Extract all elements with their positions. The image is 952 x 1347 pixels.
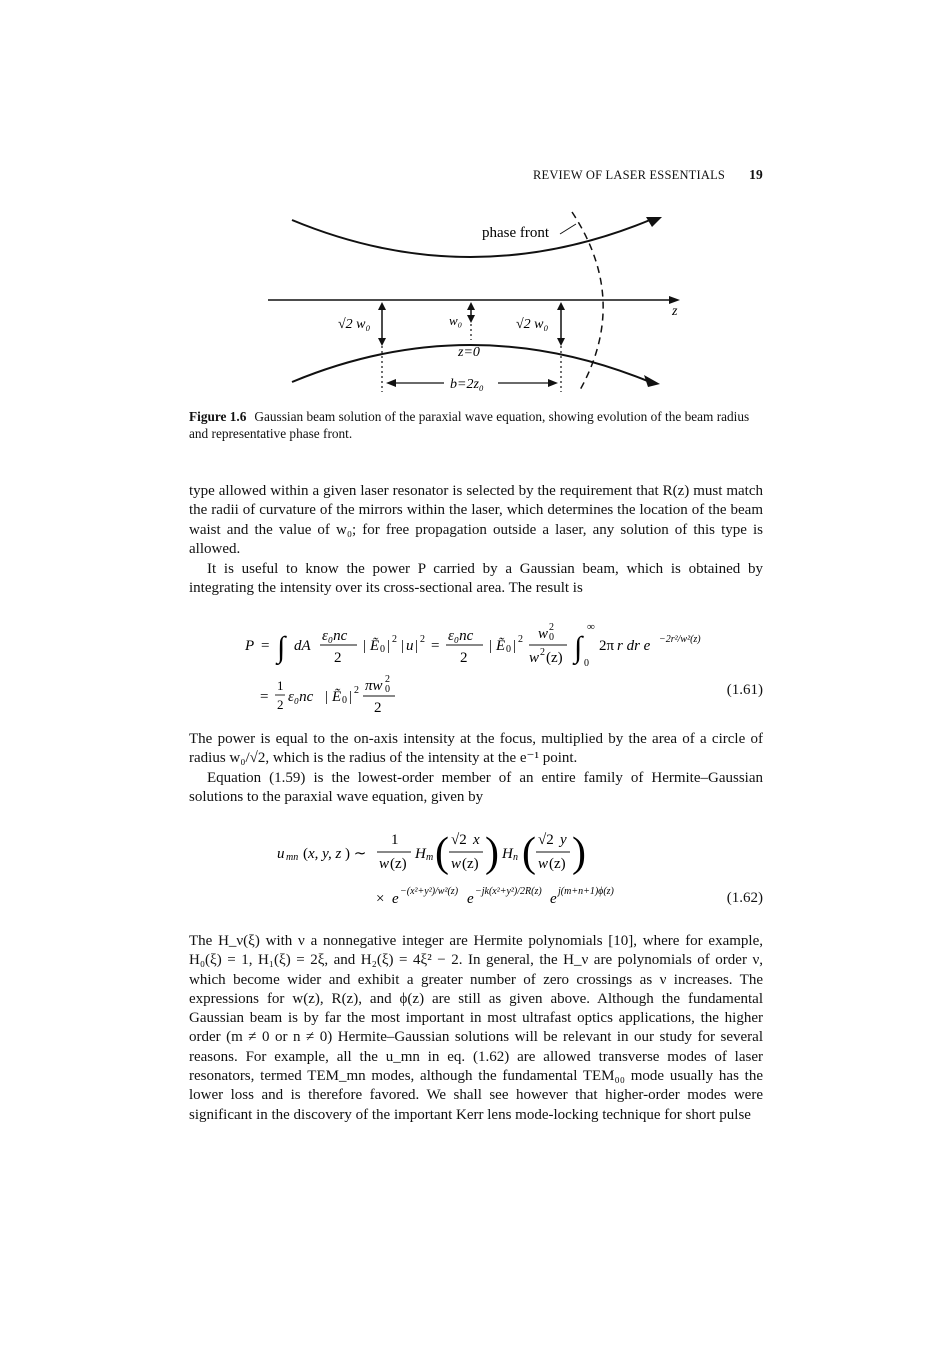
svg-text:|: |: [401, 638, 405, 654]
label-sqrt2-w0-right: √2 w₀: [516, 317, 549, 332]
svg-text:ε₀nc: ε₀nc: [448, 628, 474, 644]
waist-arrowhead-up: [467, 302, 475, 310]
svg-text:−(x²+y²)/w²(z): −(x²+y²)/w²(z): [400, 886, 459, 897]
paragraph-1: type allowed within a given laser resonator is selected by the requirement that R(z) must match the radii of curvature of the mirrors within the laser, which determines the location of the beam waist and the value of w₀; for free propagation outside a laser, any solution of this type is allowed.: [189, 483, 763, 557]
svg-text:y: y: [560, 832, 567, 848]
svg-text:×: ×: [376, 891, 385, 907]
svg-text:x: x: [473, 832, 480, 848]
svg-text:2: 2: [540, 647, 545, 658]
lower-arrowhead: [644, 375, 660, 387]
left-radius-arrowhead-down: [378, 338, 386, 346]
svg-text:=: =: [261, 638, 270, 654]
svg-text:√2: √2: [538, 832, 554, 848]
svg-text:H: H: [415, 846, 426, 862]
svg-text:(: (: [303, 846, 308, 862]
upper-beam-envelope: [292, 220, 650, 257]
svg-text:w: w: [538, 856, 549, 872]
svg-text:(: (: [522, 830, 536, 876]
svg-text:|: |: [489, 638, 493, 654]
svg-text:Ẽ: Ẽ: [496, 638, 506, 654]
svg-text:u: u: [277, 846, 285, 862]
svg-text:Ẽ: Ẽ: [332, 689, 342, 705]
svg-text:2: 2: [518, 634, 523, 645]
svg-text:e: e: [550, 891, 557, 907]
svg-text:∫: ∫: [277, 631, 286, 664]
svg-text:(z): (z): [462, 856, 479, 872]
svg-text:r dr e: r dr e: [617, 638, 651, 654]
svg-text:πw: πw: [365, 678, 383, 694]
svg-text:2π: 2π: [599, 638, 615, 654]
svg-text:|: |: [349, 689, 353, 705]
svg-text:H: H: [502, 846, 513, 862]
label-sqrt2-w0-left: √2 w₀: [338, 317, 371, 332]
svg-text:w: w: [529, 650, 540, 666]
svg-text:ε₀nc: ε₀nc: [288, 689, 314, 705]
svg-text:mn: mn: [286, 852, 299, 863]
phase-front-label: phase front: [482, 225, 550, 241]
svg-text:2: 2: [420, 634, 425, 645]
confocal-arrowhead-right: [548, 379, 558, 387]
svg-text:2: 2: [374, 700, 382, 716]
svg-text:(z): (z): [390, 856, 407, 872]
equation-1-62: [189, 822, 763, 917]
svg-text:): ): [485, 830, 499, 876]
svg-text:2: 2: [460, 650, 468, 666]
paragraph-5: The H_ν(ξ) with ν a nonnegative integer are Hermite polynomials [10], where for example, H₀(ξ) = 1, H₁(ξ) = 2ξ, and H₂(ξ) = 4ξ² − 2. In general, the H_ν are polynomials of order ν, which become wider and exhibit a greater number of zero crossings as ν increases. The expressions for w(z), R(z), and ϕ(z) are still as given above. Although the fundamental Gaussian beam is by far the most important in most ultrafast optics applications, the higher order (m ≠ 0 or n ≠ 0) Hermite–Gaussian solutions will be relevant in our study for several reasons. For example, all the u_mn in eq. (1.62) are allowed transverse modes of laser resonators, termed TEM_mn modes, although the fundamental TEM₀₀ mode usually has the lower loss and is therefore favored. We shall see however that higher-order modes were significant in the discovery of the important Kerr lens mode-locking technique for short pulse: [189, 933, 763, 1123]
svg-text:2: 2: [549, 622, 554, 633]
svg-text:(z): (z): [546, 650, 563, 666]
svg-text:2: 2: [277, 697, 284, 712]
svg-text:e: e: [467, 891, 474, 907]
svg-text:): ): [572, 830, 586, 876]
equation-1-61: [189, 610, 763, 720]
figure-caption-text: Gaussian beam solution of the paraxial wave equation, showing evolution of the beam radius and representative phase front.: [189, 409, 750, 441]
svg-text:dA: dA: [294, 638, 311, 654]
figure-caption: [189, 408, 763, 442]
axis-label: z: [672, 304, 678, 319]
right-radius-arrowhead-up: [557, 302, 565, 310]
equation-1-62-number: (1.62): [726, 890, 763, 906]
svg-text:e: e: [392, 891, 399, 907]
svg-text:(: (: [435, 830, 449, 876]
axis-arrowhead: [669, 296, 680, 304]
svg-text:|: |: [325, 689, 329, 705]
svg-text:|: |: [513, 638, 517, 654]
paragraph-2: It is useful to know the power P carried by a Gaussian beam, which is obtained by integrating the intensity over its cross-sectional area. The result is: [189, 561, 763, 597]
svg-text:) ∼: ) ∼: [345, 846, 367, 862]
svg-text:0: 0: [342, 695, 347, 706]
svg-text:(z): (z): [549, 856, 566, 872]
svg-text:j(m+n+1)ϕ(z): j(m+n+1)ϕ(z): [558, 886, 614, 897]
running-title: REVIEW OF LASER ESSENTIALS: [532, 168, 726, 182]
confocal-arrowhead-left: [386, 379, 396, 387]
svg-text:ε₀nc: ε₀nc: [322, 628, 348, 644]
paragraph-4: Equation (1.59) is the lowest-order member of an entire family of Hermite–Gaussian solutions to the paraxial wave equation, given by: [189, 770, 763, 806]
equation-1-61-math: [189, 610, 709, 720]
svg-text:n: n: [513, 852, 518, 863]
figure-diagram: [260, 200, 700, 400]
phase-front-pointer: [560, 224, 576, 234]
svg-text:0: 0: [385, 684, 390, 695]
label-b: b=2z₀: [450, 377, 484, 392]
svg-text:2: 2: [385, 674, 390, 685]
left-radius-arrowhead-up: [378, 302, 386, 310]
svg-text:2: 2: [392, 634, 397, 645]
waist-arrowhead-down: [467, 315, 475, 323]
svg-text:|: |: [363, 638, 367, 654]
svg-text:0: 0: [584, 658, 589, 669]
svg-text:∞: ∞: [587, 621, 595, 633]
svg-text:|: |: [415, 638, 419, 654]
equation-1-61-number: (1.61): [726, 682, 763, 698]
svg-text:w: w: [538, 626, 549, 642]
label-z0: z=0: [458, 345, 480, 360]
svg-text:x, y, z: x, y, z: [308, 846, 342, 862]
paragraph-3: The power is equal to the on-axis intensity at the focus, multiplied by the area of a circle of radius w₀/√2, which is the radius of the intensity at the e⁻¹ point.: [189, 731, 763, 767]
svg-text:Ẽ: Ẽ: [370, 638, 380, 654]
running-head: [189, 167, 763, 183]
figure-gaussian-beam: [260, 200, 700, 400]
svg-text:u: u: [406, 638, 414, 654]
svg-text:1: 1: [277, 678, 284, 693]
svg-text:w: w: [379, 856, 390, 872]
svg-text:2: 2: [334, 650, 342, 666]
label-w0: w₀: [449, 313, 463, 328]
svg-text:=: =: [431, 638, 440, 654]
svg-text:∫: ∫: [574, 631, 583, 664]
svg-text:=: =: [260, 689, 269, 705]
figure-label: Figure 1.6: [189, 409, 247, 424]
svg-text:0: 0: [506, 644, 511, 655]
upper-arrowhead: [646, 217, 662, 227]
svg-text:|: |: [387, 638, 391, 654]
svg-text:m: m: [426, 852, 434, 863]
svg-text:√2: √2: [451, 832, 467, 848]
svg-text:−2r²/w²(z): −2r²/w²(z): [659, 634, 701, 645]
svg-text:w: w: [451, 856, 462, 872]
right-radius-arrowhead-down: [557, 338, 565, 346]
equation-1-62-math: [189, 822, 709, 917]
svg-text:−jk(x²+y²)/2R(z): −jk(x²+y²)/2R(z): [475, 886, 542, 897]
page-number: 19: [749, 167, 763, 182]
svg-text:0: 0: [380, 644, 385, 655]
svg-text:P: P: [245, 638, 255, 654]
svg-text:0: 0: [549, 632, 554, 643]
svg-text:2: 2: [354, 685, 359, 696]
svg-text:1: 1: [391, 832, 399, 848]
